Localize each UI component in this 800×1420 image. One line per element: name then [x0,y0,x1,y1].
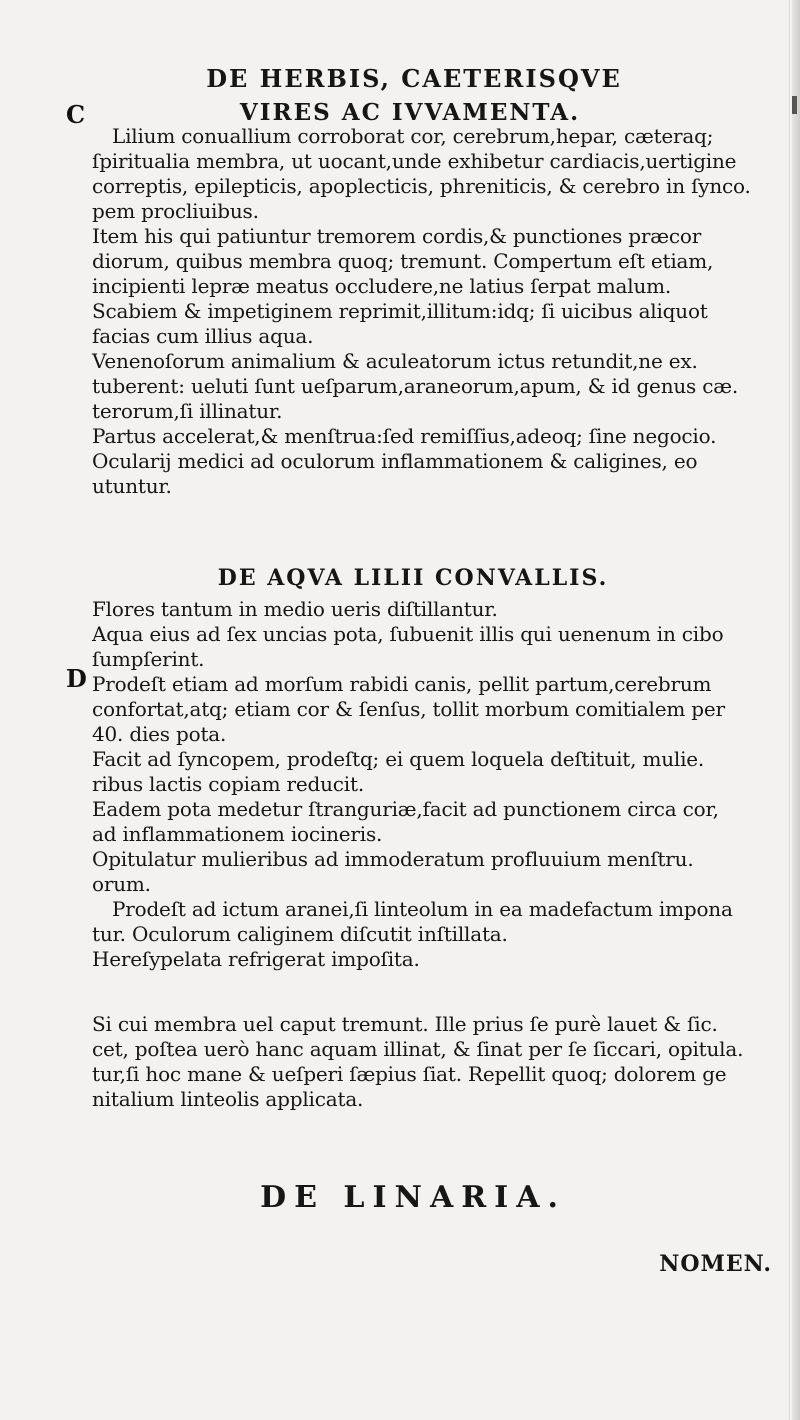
running-header-subtitle: VIRES AC IVVAMENTA. [239,99,581,126]
text-line: 40. dies pota. [92,722,227,746]
bottom-section-heading: DE LINARIA. [260,1180,566,1215]
text-line: utuntur. [92,474,172,498]
text-line: ſumpſerint. [92,647,205,671]
text-line: orum. [92,872,151,896]
text-line: confortat,atq; etiam cor & ſenſus, tollit morbum comitialem per [92,697,725,721]
text-line: diorum, quibus membra quoq; tremunt. Compertum eſt etiam, [92,249,714,273]
text-line: Hereſypelata refrigerat impoſita. [92,947,420,971]
text-line: Item his qui patiuntur tremorem cordis,& punctiones præcor [92,224,702,248]
text-line: tur. Oculorum caliginem diſcutit inſtillata. [92,922,508,946]
text-line: Lilium conuallium corroborat cor, cerebrum,hepar, cæteraq; [112,124,714,148]
text-line: Prodeſt etiam ad morſum rabidi canis, pellit partum,cerebrum [92,672,712,696]
margin-marker-d: D [66,664,87,693]
text-line: Facit ad ſyncopem, prodeſtq; ei quem loquela deſtituit, mulie. [92,747,705,771]
text-line: cet, poſtea uerò hanc aquam illinat, & ſinat per ſe ſiccari, opitula. [92,1037,744,1061]
text-line: Scabiem & impetiginem reprimit,illitum:idq; ſi uicibus aliquot [92,299,708,323]
text-line: tur,ſi hoc mane & ueſperi ſæpius ſiat. Repellit quoq; dolorem ge [92,1062,727,1086]
running-header-title: DE HERBIS, CAETERISQVE [206,64,622,93]
text-line: ſpiritualia membra, ut uocant,unde exhibetur cardiacis,uertigine [92,149,737,173]
text-line: correptis, epilepticis, apoplecticis, phreniticis, & cerebro in ſynco. [92,174,751,198]
section-heading: DE AQVA LILII CONVALLIS. [217,565,609,591]
text-line: Opitulatur mulieribus ad immoderatum profluuium menſtru. [92,847,694,871]
text-line: Eadem pota medetur ſtranguriæ,facit ad punctionem circa cor, [92,797,719,821]
text-line: facias cum illius aqua. [92,324,314,348]
text-line: ad inflammationem iocineris. [92,822,383,846]
text-line: Partus accelerat,& menſtrua:ſed remiſſius,adeoq; ſine negocio. [92,424,717,448]
text-line: Si cui membra uel caput tremunt. Ille prius ſe purè lauet & ſic. [92,1012,718,1036]
text-line: Venenoſorum animalium & aculeatorum ictus retundit,ne ex. [92,349,698,373]
catchword: NOMEN. [659,1251,772,1277]
margin-marker-c: C [66,100,86,129]
text-line: Flores tantum in medio ueris diſtillantur. [92,597,498,621]
text-line: Ocularij medici ad oculorum inflammationem & caligines, eo [92,449,698,473]
text-line: incipienti lepræ meatus occludere,ne latius ſerpat malum. [92,274,672,298]
text-line: terorum,ſi illinatur. [92,399,283,423]
text-line: ribus lactis copiam reducit. [92,772,364,796]
text-line: Prodeſt ad ictum aranei,ſi linteolum in ea madefactum impona [112,897,733,921]
text-line: nitalium linteolis applicata. [92,1087,364,1111]
text-line: Aqua eius ad ſex uncias pota, ſubuenit illis qui uenenum in cibo [92,622,724,646]
text-line: pem procliuibus. [92,199,259,223]
text-line: tuberent: ueluti ſunt ueſparum,araneorum,apum, & id genus cæ. [92,374,739,398]
